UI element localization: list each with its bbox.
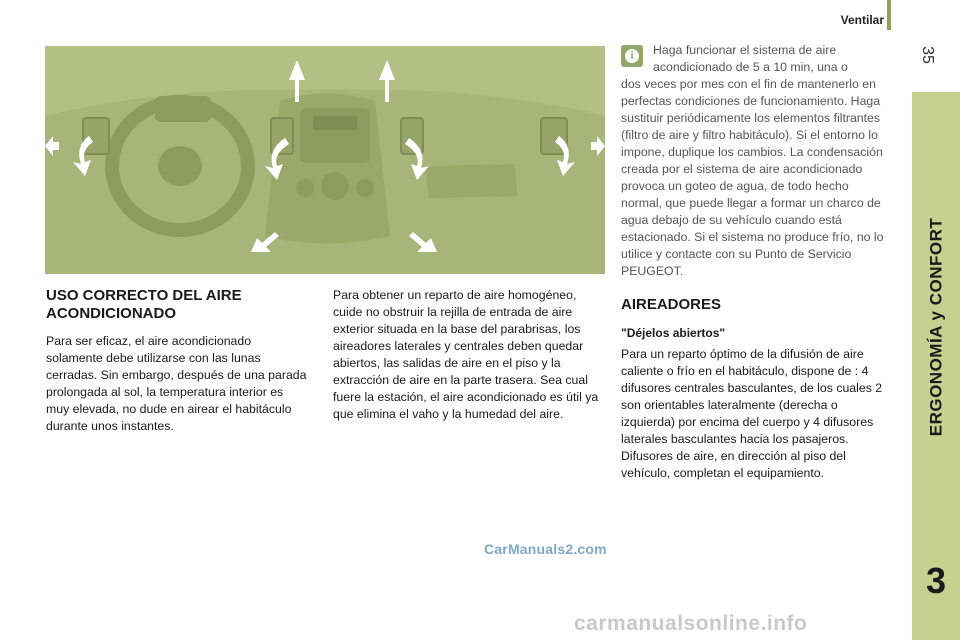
info-icon-glyph: i <box>625 49 639 63</box>
column-air-distribution <box>333 287 609 423</box>
paragraph-aireadores: Para un reparto óptimo de la difusión de aire caliente o frío en el habitáculo, dispone de : 4 difusores centrales basculantes, de los cuales 2 son orientables lateralmente (derecha o izquierda) por encima del cuerpo y 4 difusores laterales basculantes hacia los pasajeros. Difusores de aire, en dirección al piso del vehículo, completan el equipamiento. <box>621 347 883 480</box>
climate-control-knob-left <box>296 179 314 197</box>
header-rule <box>887 0 891 30</box>
info-icon <box>621 45 643 67</box>
glovebox <box>425 164 517 198</box>
climate-control-knob-right <box>356 179 374 197</box>
heading-aireadores: AIREADORES <box>621 296 722 313</box>
subheading-aireadores: "Déjelos abiertos" <box>621 326 726 340</box>
chapter-title: ERGONOMÍA y CONFORT <box>926 217 946 437</box>
paragraph-air-distribution: Para obtener un reparto de aire homogéneo, cuide no obstruir la rejilla de entrada de aire exterior situada en la base del parabrisas, los aireadores laterales y centrales deben quedar abiertos, las salidas de aire en el piso y la extracción de aire en la parte trasera. Sea cual fuere la estación, el aire acondicionado es útil ya que elimina el vaho y la humedad del aire. <box>333 288 599 421</box>
section-title: Ventilar <box>840 13 884 27</box>
climate-control-knob <box>321 172 349 200</box>
chapter-tab-label <box>912 92 960 562</box>
info-note <box>621 42 893 280</box>
watermark-carmanualsonline[interactable]: carmanualsonline.info <box>574 612 808 635</box>
dashboard-illustration <box>45 46 605 274</box>
radio-display <box>313 116 357 130</box>
watermark-carmanuals2[interactable]: CarManuals2.com <box>484 541 607 557</box>
steering-hub <box>158 146 202 186</box>
page-number: 35 <box>919 46 936 64</box>
instrument-cluster <box>155 96 211 122</box>
info-text-first: Haga funcionar el sistema de aire acondicionado de 5 a 10 min, una o <box>653 43 848 74</box>
side-vent-left <box>83 118 109 154</box>
column-correct-use <box>46 287 308 435</box>
chapter-number: 3 <box>925 560 947 601</box>
column-right <box>621 42 893 482</box>
heading-correct-use: USO CORRECTO DEL AIRE ACONDICIONADO <box>46 287 242 322</box>
info-text-rest: dos veces por mes con el fin de mantenerlo en perfectas condiciones de funcionamiento. Haga sustituir periódicamente los elementos filtrantes (filtro de aire y filtro habitáculo). Si el entorno lo impone, duplique los cambios. La condensación creada por el sistema de aire acondicionado provoca un goteo de agua, de todo hecho normal, que puede llegar a formar un charco de agua debajo de su vehículo cuando está estacionado. Si el sistema no produce frío, no lo utilice y contacte con su Punto de Servicio PEUGEOT. <box>621 77 884 278</box>
paragraph-correct-use: Para ser eficaz, el aire acondicionado solamente debe utilizarse con las lunas cerradas. Sin embargo, después de una parada prolongada al sol, la temperatura interior es muy elevada, no dude en airear el habitáculo durante unos instantes. <box>46 334 307 433</box>
